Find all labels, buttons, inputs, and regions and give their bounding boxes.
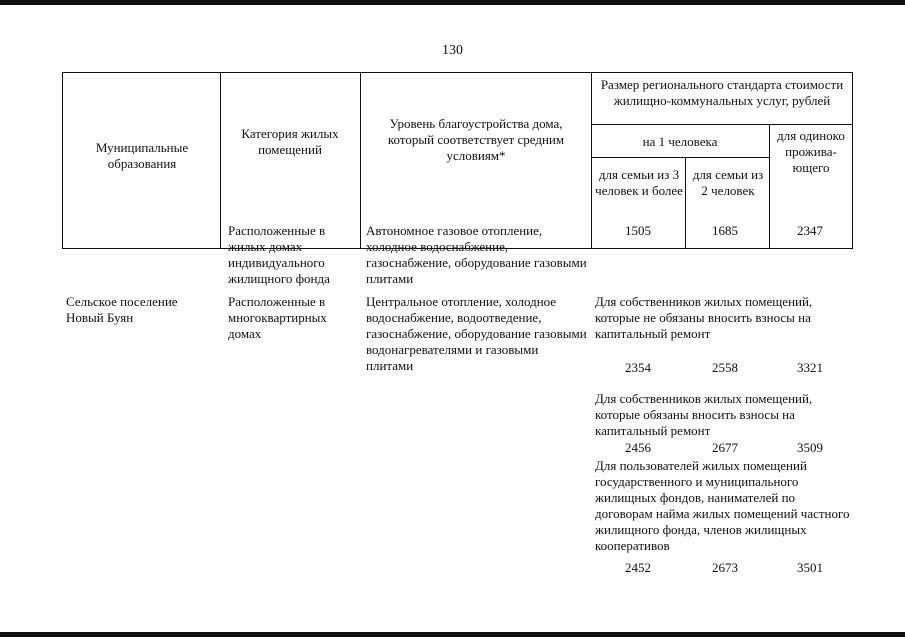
block2-amenity: Центральное отопление, холодное водоснабжение, водоотведение, газоснабжение, оборудование газовыми водонагревателями и газовыми плитами <box>366 294 587 373</box>
col-divider-1 <box>220 72 221 249</box>
group2-value-family3: 2456 <box>625 440 651 455</box>
block1-amenity: Автономное газовое отопление, холодное водоснабжение, газоснабжение, оборудование газовыми плитами <box>366 223 587 286</box>
block1-category: Расположенные в жилых домах индивидуального жилищного фонда <box>228 223 330 286</box>
header-municipality: Муниципальные образования <box>95 140 189 171</box>
group3-value-family3: 2452 <box>625 560 651 575</box>
table-top-line <box>62 72 852 73</box>
group3-value-family2: 2673 <box>712 560 738 575</box>
block2-category: Расположенные в многоквартирных домах <box>228 294 327 341</box>
group2-label: Для собственников жилых помещений, которые обязаны вносить взносы на капитальный ремонт <box>595 391 813 438</box>
group1-value-single: 3321 <box>797 360 823 375</box>
col-divider-5 <box>769 124 770 249</box>
group1-value-family3: 2354 <box>625 360 651 375</box>
group2-value-family2: 2677 <box>712 440 738 455</box>
header-standard: Размер регионального стандарта стоимости жилищно-коммунальных услуг, рублей <box>600 77 844 108</box>
header-single: для одиноко прожива-ющего <box>777 128 845 175</box>
header-category: Категория жилых помещений <box>241 126 339 157</box>
col-divider-3 <box>591 72 592 249</box>
block1-value-single: 2347 <box>797 223 823 238</box>
top-border <box>0 0 905 5</box>
subheader-line-1 <box>591 124 852 125</box>
block1-value-family3: 1505 <box>625 223 651 238</box>
header-family3: для семьи из 3 человек и более <box>595 167 683 198</box>
page-number: 130 <box>442 43 463 58</box>
header-family2: для семьи из 2 человек <box>692 167 764 198</box>
col-divider-2 <box>360 72 361 249</box>
group3-value-single: 3501 <box>797 560 823 575</box>
group1-value-family2: 2558 <box>712 360 738 375</box>
table-left-line <box>62 72 63 249</box>
group1-label: Для собственников жилых помещений, которые не обязаны вносить взносы на капитальный ремонт <box>595 294 813 341</box>
header-per-person: на 1 человека <box>642 134 718 149</box>
row-municipality: Сельское поселение Новый Буян <box>66 294 178 325</box>
group3-label: Для пользователей жилых помещений государственного и муниципального жилищных фондов, нанимателей по договорам найма жилых помещений частного жилищного фонда, членов жилищных кооперативов <box>595 458 850 553</box>
bottom-border <box>0 632 905 637</box>
header-amenity: Уровень благоустройства дома, который соответствует средним условиям* <box>387 116 565 163</box>
block1-value-family2: 1685 <box>712 223 738 238</box>
group2-value-single: 3509 <box>797 440 823 455</box>
subheader-line-2 <box>591 157 769 158</box>
col-divider-4 <box>685 157 686 249</box>
table-right-line <box>852 72 853 249</box>
